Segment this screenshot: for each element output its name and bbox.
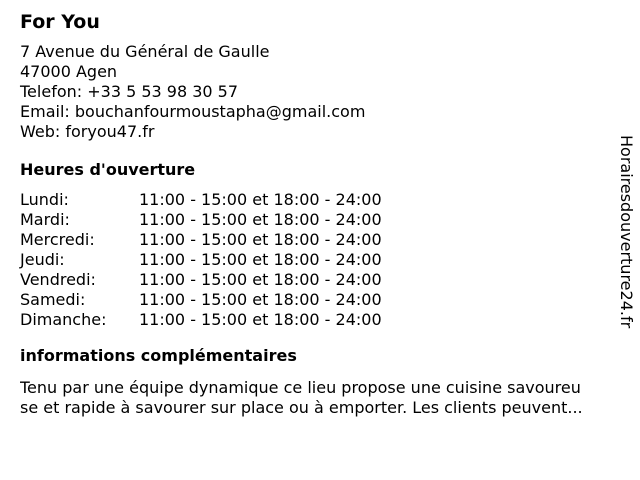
additional-info-heading: informations complémentaires bbox=[20, 346, 297, 365]
web-line: Web: foryou47.fr bbox=[20, 122, 155, 141]
hours-row-mardi bbox=[20, 210, 630, 230]
day-label: Mercredi: bbox=[20, 230, 95, 249]
time-range: 11:00 - 15:00 et 18:00 - 24:00 bbox=[139, 190, 382, 209]
contact-block bbox=[20, 42, 630, 142]
day-label: Lundi: bbox=[20, 190, 69, 209]
time-range: 11:00 - 15:00 et 18:00 - 24:00 bbox=[139, 270, 382, 289]
opening-hours-table bbox=[20, 190, 630, 330]
day-label: Vendredi: bbox=[20, 270, 96, 289]
day-label: Samedi: bbox=[20, 290, 86, 309]
info-line-2: se et rapide à savourer sur place ou à emporter. Les clients peuvent... bbox=[20, 398, 583, 417]
time-range: 11:00 - 15:00 et 18:00 - 24:00 bbox=[139, 210, 382, 229]
day-label: Mardi: bbox=[20, 210, 70, 229]
address-line-1: 7 Avenue du Général de Gaulle bbox=[20, 42, 270, 61]
hours-row-dimanche bbox=[20, 310, 630, 330]
day-label: Dimanche: bbox=[20, 310, 107, 329]
hours-row-samedi bbox=[20, 290, 630, 310]
site-watermark: Horairesdouverture24.fr bbox=[617, 135, 636, 329]
hours-row-vendredi bbox=[20, 270, 630, 290]
time-range: 11:00 - 15:00 et 18:00 - 24:00 bbox=[139, 310, 382, 329]
day-label: Jeudi: bbox=[20, 250, 65, 269]
opening-hours-heading: Heures d'ouverture bbox=[20, 160, 196, 179]
phone-line: Telefon: +33 5 53 98 30 57 bbox=[20, 82, 239, 101]
hours-row-lundi bbox=[20, 190, 630, 210]
hours-row-mercredi bbox=[20, 230, 630, 250]
email-line: Email: bouchanfourmoustapha@gmail.com bbox=[20, 102, 366, 121]
business-name: For You bbox=[20, 11, 100, 33]
time-range: 11:00 - 15:00 et 18:00 - 24:00 bbox=[139, 250, 382, 269]
address-line-2: 47000 Agen bbox=[20, 62, 118, 81]
additional-info-text bbox=[20, 378, 632, 418]
info-line-1: Tenu par une équipe dynamique ce lieu propose une cuisine savoureu bbox=[20, 378, 581, 397]
time-range: 11:00 - 15:00 et 18:00 - 24:00 bbox=[139, 290, 382, 309]
time-range: 11:00 - 15:00 et 18:00 - 24:00 bbox=[139, 230, 382, 249]
business-card bbox=[20, 10, 630, 418]
hours-row-jeudi bbox=[20, 250, 630, 270]
